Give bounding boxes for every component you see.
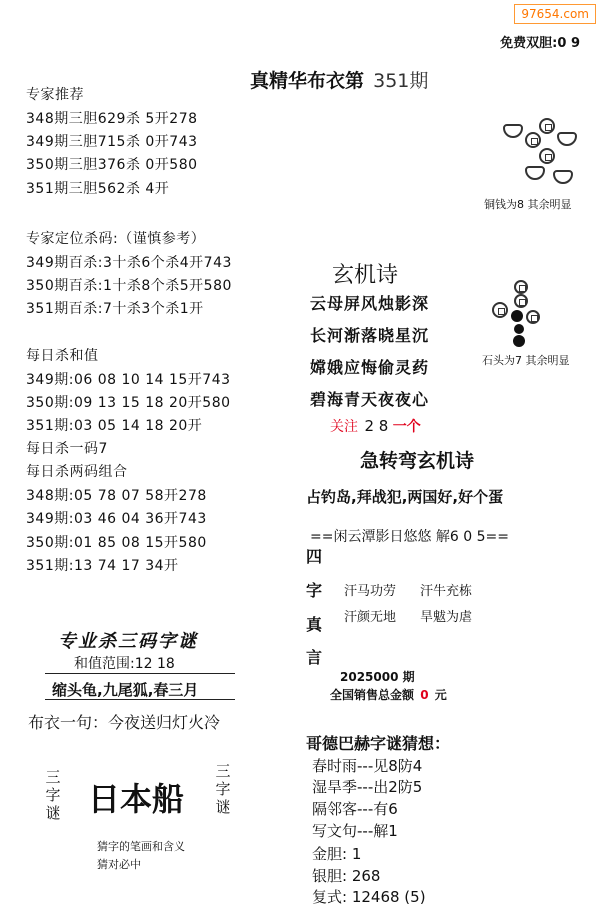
idiom: 汗马功劳 [344,584,397,599]
four-char-vertical: 真 [306,615,323,634]
buyi-line: 布衣一句：今夜送归灯火冷 [28,713,221,732]
poem-line: 长河渐落晓星沉 [310,326,430,345]
sales-issue: 2025000 期 [340,670,415,684]
daily-sum-line: 349期:06 08 10 14 15开743 [26,372,231,388]
daily-two-line: 351期:13 74 17 34开 [26,558,179,574]
position-kill-line: 349期百杀:3十杀6个杀4开743 [26,255,232,271]
goldbach-line: 金胆: 1 [312,845,362,863]
ship-left-label [40,768,66,828]
coin-icon [539,118,555,134]
daily-two-line: 349期:03 46 04 36开743 [26,511,207,527]
ship-right-label [210,762,236,822]
poem-title: 玄机诗 [332,263,399,288]
ship-riddle: 日本船 [88,780,185,818]
poem-focus [330,416,421,436]
expert-heading: 专家推荐 [26,87,84,103]
expert-line: 348期三胆629杀 5开278 [26,111,198,127]
stones-illustration [484,280,554,350]
idiom: 旱魃为虐 [420,610,473,625]
puzzle-range: 和值范围:12 18 [74,656,175,672]
ship-hint: 猜对必中 [97,858,141,871]
focus-number: 2 8 [364,417,389,435]
ingot-icon [525,166,545,180]
poem-line: 云母屏风烛影深 [310,294,430,313]
daily-two-line: 348期:05 78 07 58开278 [26,488,207,504]
position-kill-line: 351期百杀:7十杀3个杀1开 [26,301,204,317]
divider [45,673,235,674]
ship-right-text: 三字谜 [215,762,231,816]
goldbach-line: 春时雨---见8防4 [312,757,423,775]
sharp-turn-line: 占钓岛,拜战犯,两国好,好个蛋 [306,488,504,506]
daily-one-code: 每日杀一码7 [26,441,108,457]
title-issue: 351期 [373,70,429,92]
goldbach-line: 银胆: 268 [312,867,381,885]
title-main: 真精华布衣第 [250,70,365,92]
focus-label: 关注 [330,419,358,435]
coins-caption: 铜钱为8 其余明显 [484,198,572,211]
goldbach-title: 哥德巴赫字谜猜想： [306,734,451,753]
goldbach-line: 复式: 12468 (5) [312,888,426,906]
ingot-icon [503,124,523,138]
sales-unit: 元 [434,688,447,702]
coin-icon [525,132,541,148]
goldbach-line: 湿旱季---出2防5 [312,778,423,796]
site-badge: 97654.com [514,4,596,24]
daily-two-heading: 每日杀两码组合 [26,464,128,480]
divider [45,699,235,700]
expert-line: 349期三胆715杀 0开743 [26,134,198,150]
daily-sum-line: 351期:03 05 14 18 20开 [26,418,203,434]
ship-left-text: 三字谜 [45,768,61,822]
four-char-vertical: 四 [306,547,323,566]
coin-icon [526,310,540,324]
expert-line: 351期三胆562杀 4开 [26,181,170,197]
poem-line: 嫦娥应悔偷灵药 [310,358,430,377]
coin-icon [539,148,555,164]
position-kill-line: 350期百杀:1十杀8个杀5开580 [26,278,232,294]
stone-icon [513,335,525,347]
coins-illustration [495,110,595,194]
cloud-line: ==闲云潭影日悠悠 解6 0 5== [310,529,509,545]
sales-value: 0 [420,688,429,702]
coin-icon [492,302,508,318]
daily-sum-heading: 每日杀和值 [26,348,99,364]
expert-line: 350期三胆376杀 0开580 [26,157,198,173]
poem-line: 碧海青天夜夜心 [310,390,430,409]
goldbach-line: 写文句---解1 [312,822,398,840]
sharp-turn-title: 急转弯玄机诗 [360,450,475,472]
four-char-vertical: 字 [306,581,323,600]
stones-caption: 石头为7 其余明显 [482,354,570,367]
ingot-icon [553,170,573,184]
free-double-pick: 免费双胆:0 9 [500,36,580,51]
stone-icon [514,324,524,334]
coin-icon [514,294,528,308]
daily-two-line: 350期:01 85 08 15开580 [26,535,207,551]
idiom: 汗颜无地 [344,610,397,625]
goldbach-line: 隔邻客---有6 [312,800,398,818]
puzzle-line: 缩头龟,九尾狐,春三月 [52,681,199,699]
ingot-icon [557,132,577,146]
idiom: 汗牛充栋 [420,584,473,599]
four-char-vertical: 言 [306,648,323,667]
position-kill-heading: 专家定位杀码:（谨慎参考） [26,231,206,247]
page-title [250,66,428,93]
coin-icon [514,280,528,294]
stone-icon [511,310,523,322]
focus-suffix: 一个 [392,419,421,435]
sales-total [330,686,447,703]
ship-hint: 猜字的笔画和含义 [97,840,185,853]
sales-label: 全国销售总金额 [330,688,415,702]
puzzle-title: 专业杀三码字谜 [58,631,198,652]
daily-sum-line: 350期:09 13 15 18 20开580 [26,395,231,411]
